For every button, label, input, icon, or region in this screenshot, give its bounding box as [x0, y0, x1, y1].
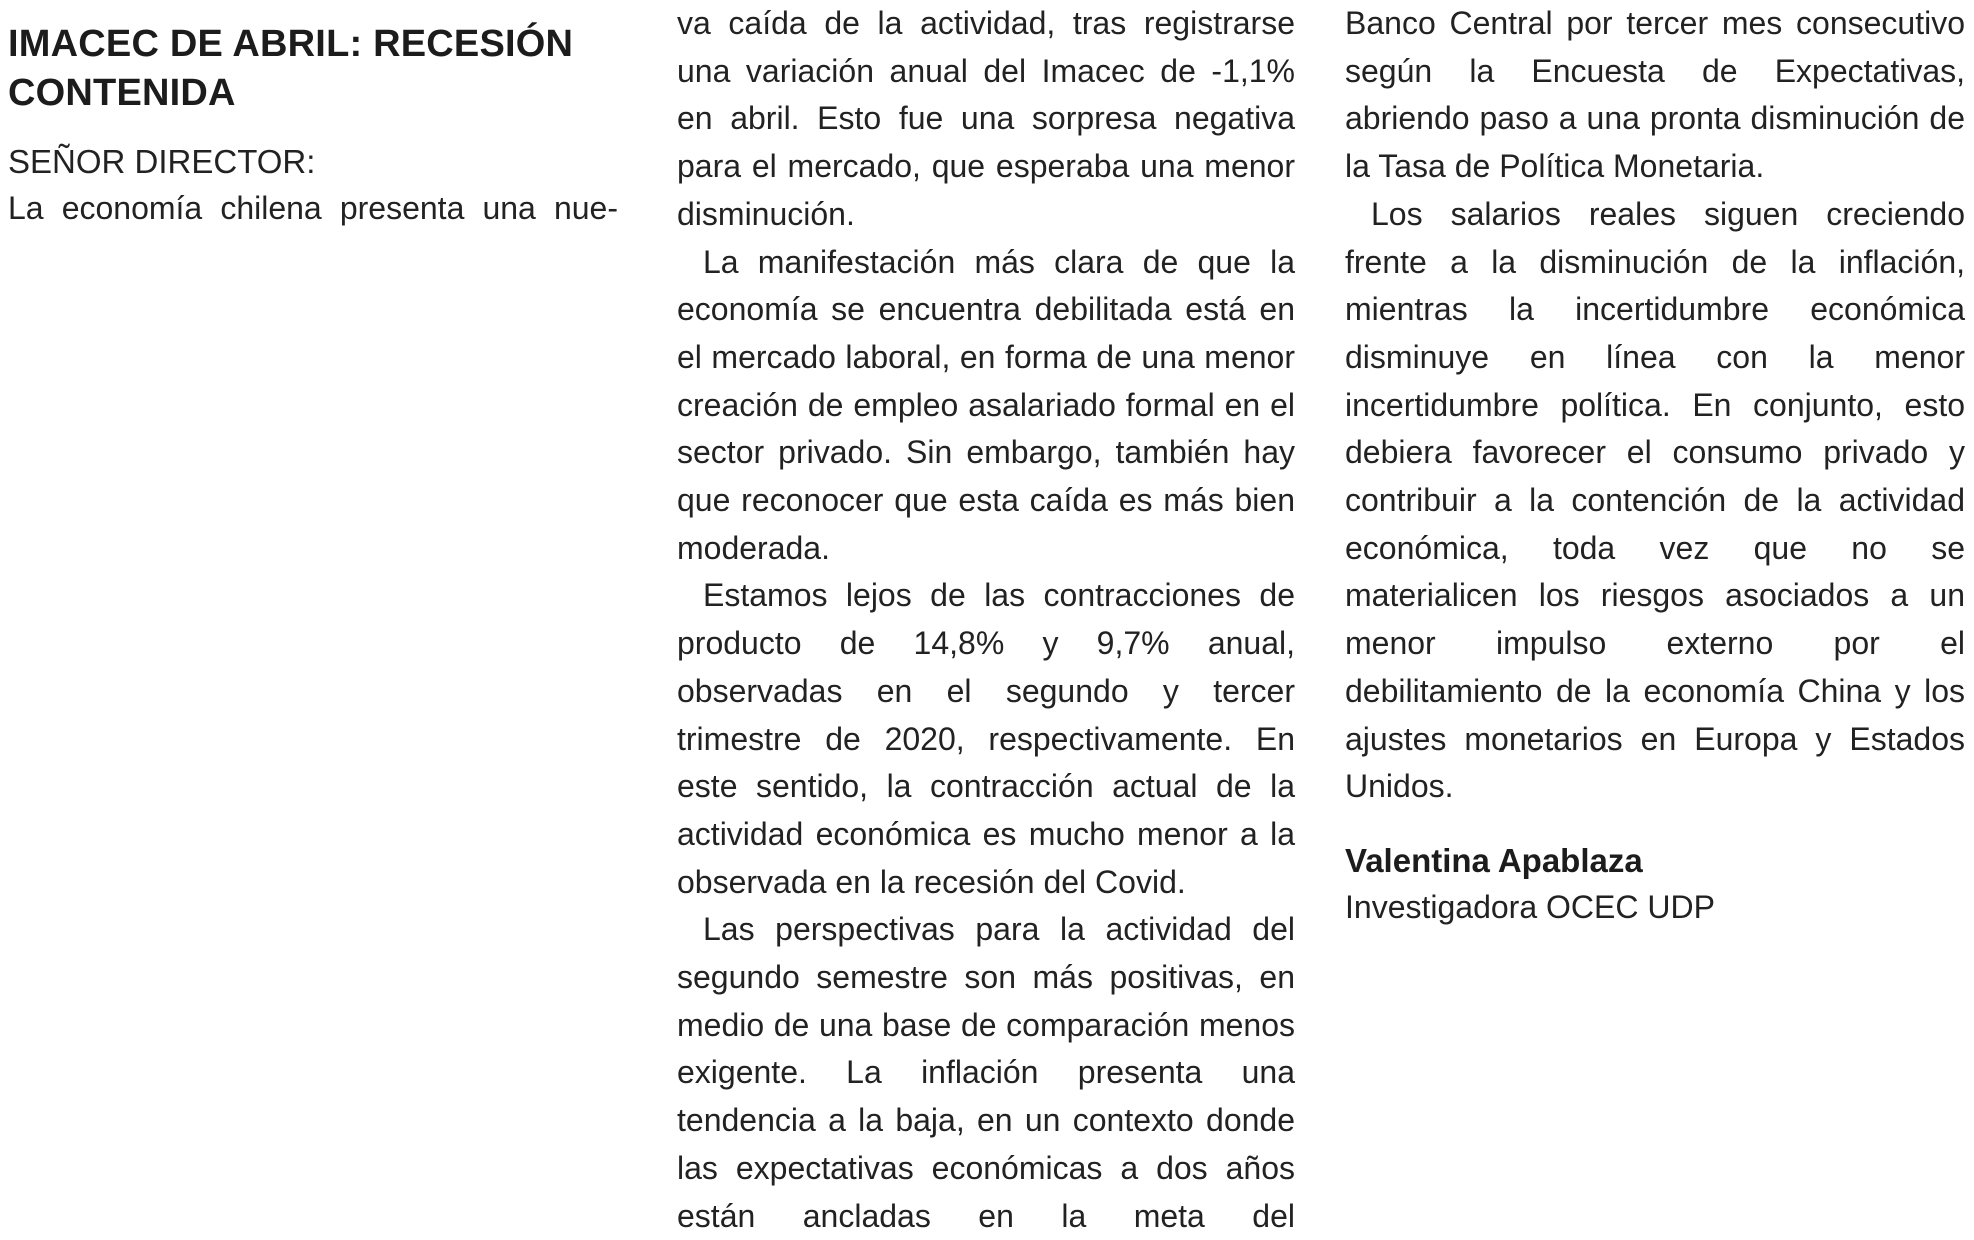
paragraph-4: Las perspectivas para la actividad del segundo semestre son más positivas, en medio de una base de comparación menos exigente. La inflación presenta una tendencia a la baja, en un contexto donde las expectativas económicas a dos años están ancladas en la meta del	[677, 911, 1295, 1234]
column-2	[677, 0, 1295, 1240]
signature-role: Investigadora OCEC UDP	[1345, 888, 1715, 925]
paragraph-5: Los salarios reales siguen creciendo frente a la disminución de la inflación, mientras la incertidumbre económica disminuye en línea con la menor incertidumbre política. En conjunto, esto debiera favorecer el consumo privado y contribuir a la contención de la actividad económica, toda vez que no se materialicen los riesgos asociados a un menor impulso externo por el debilitamiento de la economía China y los ajustes monetarios en Europa y Estados Unidos.	[1345, 195, 1965, 805]
column-1	[8, 0, 618, 233]
paragraph-2: La manifestación más clara de que la economía se encuentra debilitada está en el mercado laboral, en forma de una menor creación de empleo asalariado formal en el sector privado. Sin embargo, también hay que reconocer que esta caída es más bien moderada.	[677, 243, 1295, 566]
salutation: SEÑOR DIRECTOR:	[8, 143, 316, 180]
signature-name: Valentina Apablaza	[1345, 841, 1643, 879]
paragraph-1-continued: va caída de la actividad, tras registrarse una variación anual del Imacec de -1,1% en abril. Esto fue una sorpresa negativa para el mercado, que esperaba una menor disminución.	[677, 5, 1295, 232]
headline: IMACEC DE ABRIL: RECESIÓN CONTENIDA	[8, 23, 574, 114]
column-3	[1345, 0, 1965, 931]
paragraph-4-continued: Banco Central por tercer mes consecutivo según la Encuesta de Expectativas, abriendo paso a una pronta disminución de la Tasa de Política Monetaria.	[1345, 5, 1965, 185]
paragraph-opening: La economía chilena presenta una nue-	[8, 190, 618, 226]
paragraph-3: Estamos lejos de las contracciones de producto de 14,8% y 9,7% anual, observadas en el segundo y tercer trimestre de 2020, respectivamente. En este sentido, la contracción actual de la actividad económica es mucho menor a la observada en la recesión del Covid.	[677, 577, 1295, 900]
